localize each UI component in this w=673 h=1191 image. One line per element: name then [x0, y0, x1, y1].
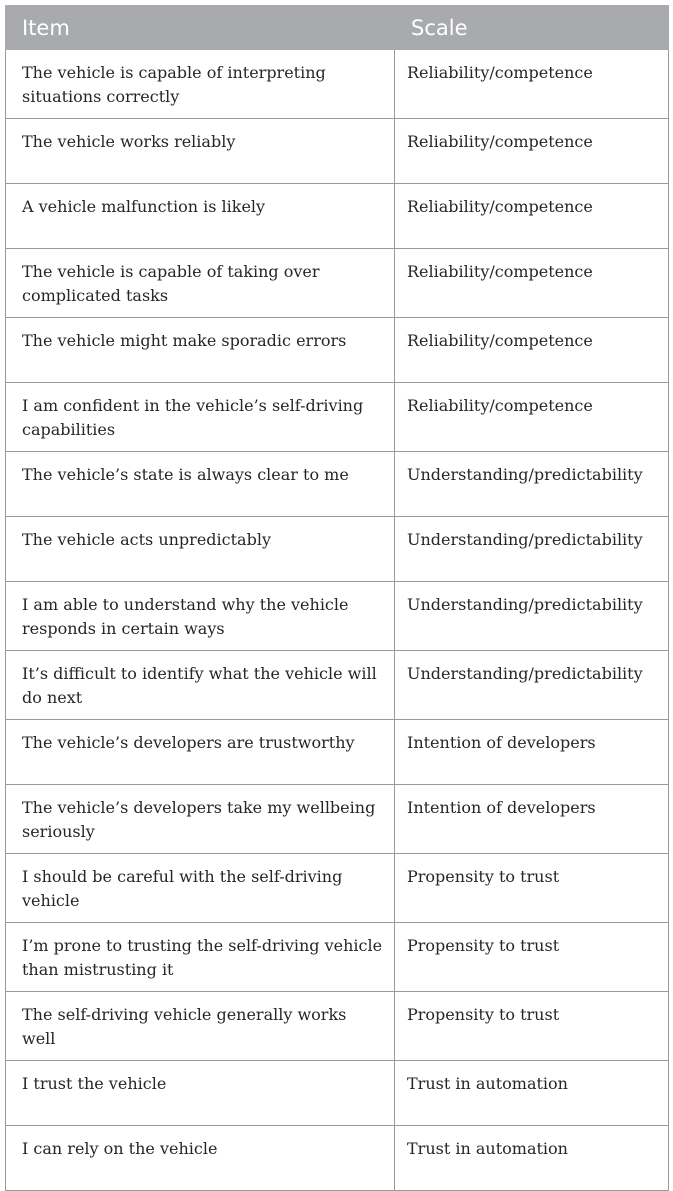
table-row — [6, 1061, 669, 1126]
scale-cell: Trust in automation — [395, 1126, 669, 1191]
table-row — [6, 452, 669, 517]
scale-cell: Understanding/predictability — [395, 651, 669, 720]
scale-cell: Reliability/competence — [395, 249, 669, 318]
item-cell: The vehicle acts unpredictably — [6, 517, 395, 582]
scale-cell: Reliability/competence — [395, 383, 669, 452]
item-cell: The vehicle’s developers are trustworthy — [6, 720, 395, 785]
scale-cell: Propensity to trust — [395, 854, 669, 923]
table-row — [6, 517, 669, 582]
item-cell: The vehicle’s state is always clear to me — [6, 452, 395, 517]
scale-cell: Propensity to trust — [395, 923, 669, 992]
scale-cell: Understanding/predictability — [395, 452, 669, 517]
header-item: Item — [6, 6, 395, 50]
trust-items-table — [5, 5, 669, 1191]
item-cell: I can rely on the vehicle — [6, 1126, 395, 1191]
scale-cell: Understanding/predictability — [395, 582, 669, 651]
scale-cell: Reliability/competence — [395, 119, 669, 184]
item-cell: I am able to understand why the vehicle responds in certain ways — [6, 582, 395, 651]
table-row — [6, 582, 669, 651]
scale-cell: Intention of developers — [395, 720, 669, 785]
table-row — [6, 1126, 669, 1191]
scale-cell: Reliability/competence — [395, 184, 669, 249]
item-cell: The vehicle might make sporadic errors — [6, 318, 395, 383]
item-cell: It’s difficult to identify what the vehicle will do next — [6, 651, 395, 720]
scale-cell: Reliability/competence — [395, 50, 669, 119]
table-row — [6, 992, 669, 1061]
table-row — [6, 318, 669, 383]
table-row — [6, 249, 669, 318]
scale-cell: Understanding/predictability — [395, 517, 669, 582]
item-cell: I am confident in the vehicle’s self-driving capabilities — [6, 383, 395, 452]
header-scale: Scale — [395, 6, 669, 50]
item-cell: The vehicle’s developers take my wellbeing seriously — [6, 785, 395, 854]
scale-cell: Reliability/competence — [395, 318, 669, 383]
table-row — [6, 50, 669, 119]
table-row — [6, 383, 669, 452]
scale-cell: Intention of developers — [395, 785, 669, 854]
item-cell: The vehicle is capable of taking over complicated tasks — [6, 249, 395, 318]
scale-cell: Trust in automation — [395, 1061, 669, 1126]
item-cell: A vehicle malfunction is likely — [6, 184, 395, 249]
table-row — [6, 923, 669, 992]
table-row — [6, 720, 669, 785]
table-header-row — [6, 6, 669, 50]
table-row — [6, 119, 669, 184]
item-cell: I trust the vehicle — [6, 1061, 395, 1126]
item-cell: The vehicle works reliably — [6, 119, 395, 184]
table-row — [6, 785, 669, 854]
item-cell: I should be careful with the self-driving vehicle — [6, 854, 395, 923]
table-row — [6, 651, 669, 720]
item-cell: I’m prone to trusting the self-driving vehicle than mistrusting it — [6, 923, 395, 992]
item-cell: The vehicle is capable of interpreting situations correctly — [6, 50, 395, 119]
item-cell: The self-driving vehicle generally works well — [6, 992, 395, 1061]
table-row — [6, 854, 669, 923]
scale-cell: Propensity to trust — [395, 992, 669, 1061]
table-row — [6, 184, 669, 249]
